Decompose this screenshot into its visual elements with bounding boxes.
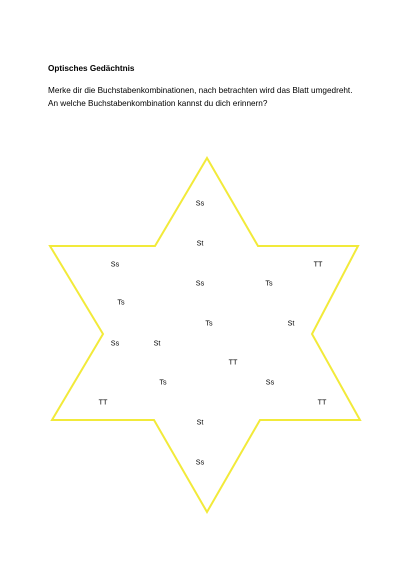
token-17: Ss bbox=[195, 457, 205, 467]
token-6: Ts bbox=[117, 297, 125, 307]
token-3: TT bbox=[313, 259, 323, 269]
token-8: St bbox=[287, 318, 295, 328]
token-13: Ss bbox=[265, 377, 275, 387]
instructions-text: Merke dir die Buchstabenkombinationen, nach betrachten wird das Blatt umgedreht. An welche Buchstabenkombination kannst du dich erinnern? bbox=[48, 86, 353, 108]
token-14: TT bbox=[98, 397, 108, 407]
token-15: TT bbox=[317, 397, 327, 407]
token-0: Ss bbox=[195, 198, 205, 208]
token-9: Ss bbox=[110, 338, 120, 348]
token-1: St bbox=[196, 238, 204, 248]
token-5: Ts bbox=[265, 278, 273, 288]
token-7: Ts bbox=[205, 318, 213, 328]
token-11: TT bbox=[228, 357, 238, 367]
token-4: Ss bbox=[195, 278, 205, 288]
token-10: St bbox=[153, 338, 161, 348]
token-12: Ts bbox=[159, 377, 167, 387]
token-16: St bbox=[196, 417, 204, 427]
star-shape bbox=[50, 158, 360, 512]
page-title: Optisches Gedächtnis bbox=[48, 64, 135, 73]
token-2: Ss bbox=[110, 259, 120, 269]
